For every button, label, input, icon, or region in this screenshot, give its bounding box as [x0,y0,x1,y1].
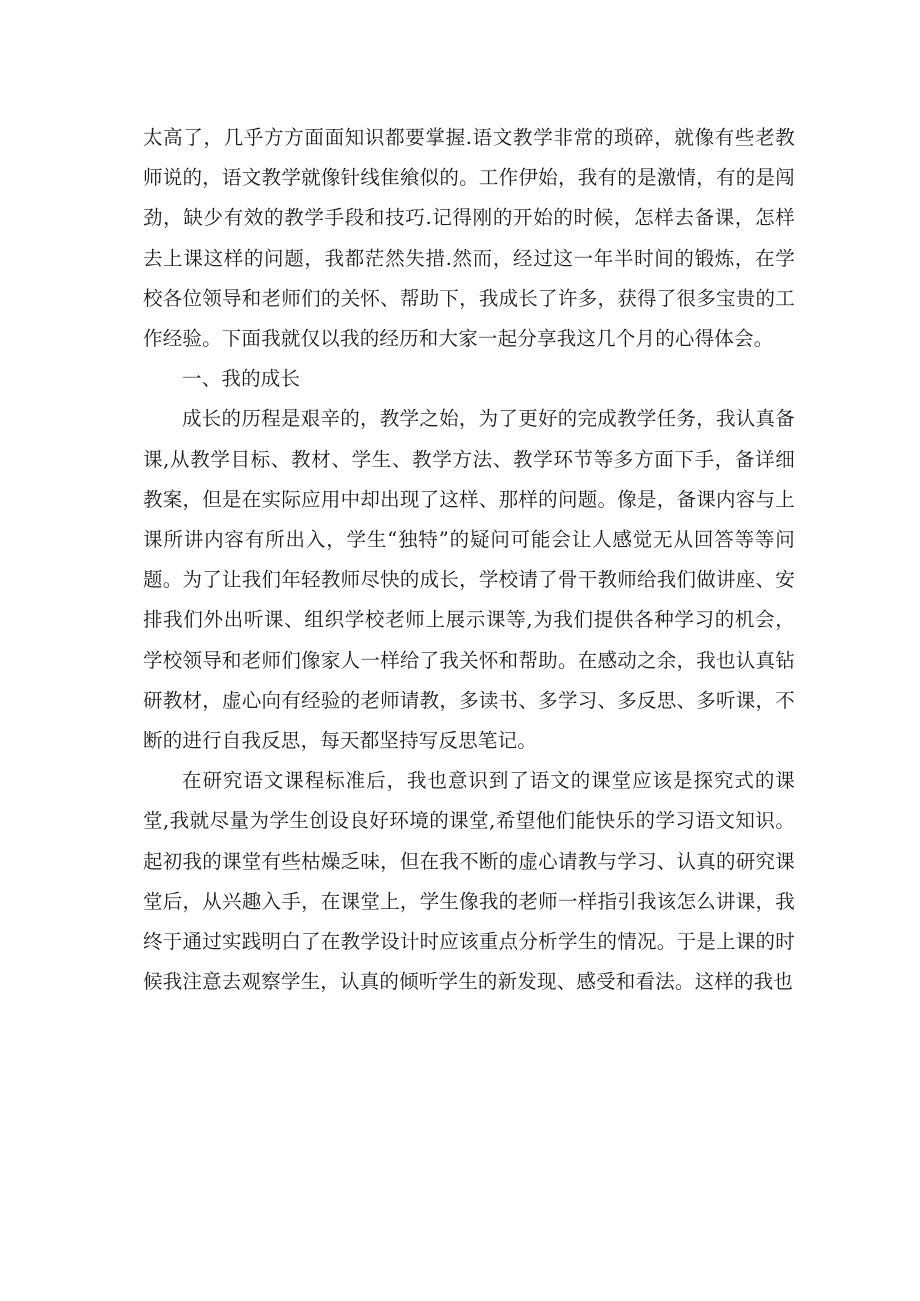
section-heading-my-growth: 一、我的成长 [182,367,301,391]
paragraph-intro-continuation: 太高了，几乎方方面面知识都要掌握.语文教学非常的琐碎，就像有些老教师说的，语文教学就像针线隹飨似的。工作伊始，我有的是激情，有的是闯劲，缺少有效的教学手段和技巧.记得刚的开始的时候，怎样去备课，怎样去上课这样的问题，我都茫然失措.然而，经过这一年半时间的锻炼，在学校各位领导和老师们的关怀、帮助下，我成长了许多，获得了很多宝贵的工作经验。下面我就仅以我的经历和大家一起分享我这几个月的心得体会。 [143,126,795,351]
paragraph-growth-process: 成长的历程是艰辛的，教学之始，为了更好的完成教学任务，我认真备课,从教学目标、教材、学生、教学方法、教学环节等多方面下手，备详细教案，但是在实际应用中却出现了这样、那样的问题。像是，备课内容与上课所讲内容有所出入，学生“独特”的疑问可能会让人感觉无从回答等等问题。为了让我们年轻教师尽快的成长，学校请了骨干教师给我们做讲座、安排我们外出听课、组织学校老师上展示课等,为我们提供各种学习的机会，学校领导和老师们像家人一样给了我关怀和帮助。在感动之余，我也认真钻研教材，虚心向有经验的老师请教，多读书、多学习、多反思、多听课，不断的进行自我反思，每天都坚持写反思笔记。 [143,407,795,753]
paragraph-curriculum-study: 在研究语文课程标准后，我也意识到了语文的课堂应该是探究式的课堂,我就尽量为学生创设良好环境的课堂,希望他们能快乐的学习语文知识。起初我的课堂有些枯燥乏味，但在我不断的虚心请教与学习、认真的研究课堂后，从兴趣入手，在课堂上，学生像我的老师一样指引我该怎么讲课，我终于通过实践明白了在教学设计时应该重点分析学生的情况。于是上课的时候我注意去观察学生，认真的倾听学生的新发现、感受和看法。这样的我也 [143,769,795,994]
document-body [143,118,795,1002]
